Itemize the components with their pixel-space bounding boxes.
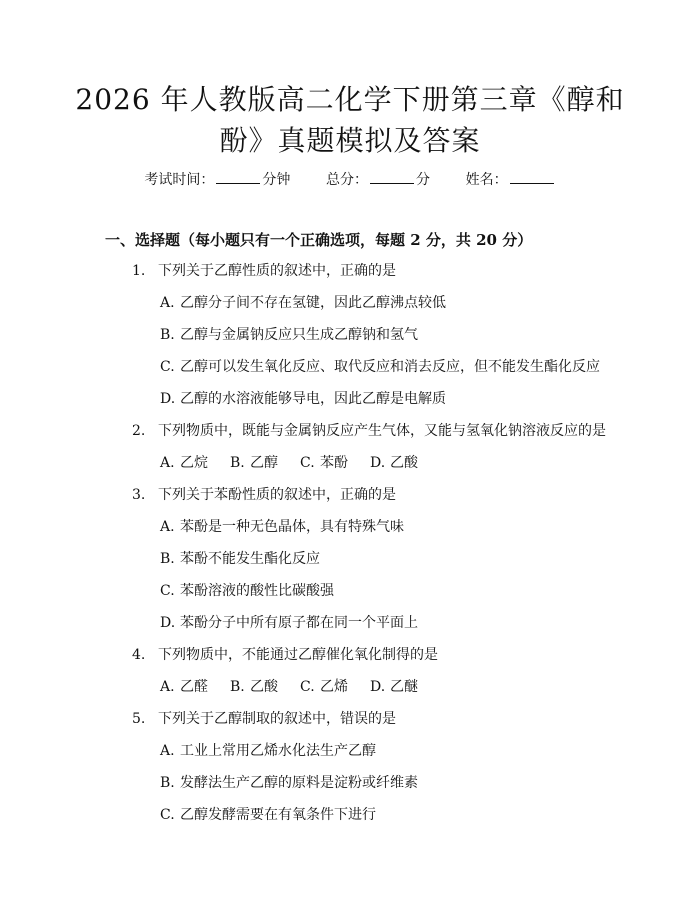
question-4 bbox=[132, 645, 438, 665]
question-2-option-c bbox=[300, 453, 348, 473]
question-5-option-a bbox=[160, 741, 376, 761]
option-label: A. bbox=[160, 455, 175, 471]
exam-info-row bbox=[0, 170, 700, 190]
option-label: D. bbox=[370, 679, 386, 695]
question-number: 2. bbox=[132, 423, 146, 439]
option-label: C. bbox=[300, 679, 315, 695]
question-1 bbox=[132, 261, 396, 281]
option-text: 发酵法生产乙醇的原料是淀粉或纤维素 bbox=[180, 775, 418, 791]
question-number: 3. bbox=[132, 487, 146, 503]
total-score-blank bbox=[370, 171, 414, 184]
question-4-option-d bbox=[370, 677, 418, 697]
question-text: 下列物质中，不能通过乙醇催化氧化制得的是 bbox=[158, 647, 438, 663]
question-2-options bbox=[160, 453, 440, 473]
question-text: 下列物质中，既能与金属钠反应产生气体，又能与氢氧化钠溶液反应的是 bbox=[158, 423, 606, 439]
option-text: 乙酸 bbox=[390, 455, 418, 471]
option-label: B. bbox=[160, 327, 175, 343]
question-3 bbox=[132, 485, 396, 505]
page-title-line-2: 酚》真题模拟及答案 bbox=[219, 124, 481, 157]
question-3-option-a bbox=[160, 517, 404, 537]
exam-time-label: 考试时间： bbox=[144, 172, 215, 188]
option-label: B. bbox=[230, 679, 245, 695]
option-text: 乙醇的水溶液能够导电，因此乙醇是电解质 bbox=[180, 391, 446, 407]
student-name-blank bbox=[510, 171, 554, 184]
question-text: 下列关于苯酚性质的叙述中，正确的是 bbox=[158, 487, 396, 503]
option-label: B. bbox=[160, 775, 175, 791]
question-1-option-b bbox=[160, 325, 418, 345]
option-text: 乙醛 bbox=[180, 679, 208, 695]
question-1-option-d bbox=[160, 389, 446, 409]
option-label: B. bbox=[230, 455, 245, 471]
question-5-option-b bbox=[160, 773, 418, 793]
question-2-option-d bbox=[370, 453, 418, 473]
option-label: D. bbox=[370, 455, 386, 471]
option-label: D. bbox=[160, 615, 176, 631]
option-text: 乙醇 bbox=[250, 455, 278, 471]
question-3-option-c bbox=[160, 581, 334, 601]
question-5 bbox=[132, 709, 396, 729]
option-label: C. bbox=[160, 359, 175, 375]
option-text: 苯酚不能发生酯化反应 bbox=[180, 551, 320, 567]
question-1-option-a bbox=[160, 293, 446, 313]
option-text: 乙醇发酵需要在有氧条件下进行 bbox=[180, 807, 376, 823]
option-label: B. bbox=[160, 551, 175, 567]
option-text: 乙醚 bbox=[390, 679, 418, 695]
exam-time-blank bbox=[216, 171, 260, 184]
exam-time-unit: 分钟 bbox=[262, 172, 291, 188]
total-score-unit: 分 bbox=[416, 172, 430, 188]
option-text: 乙醇与金属钠反应只生成乙醇钠和氢气 bbox=[180, 327, 418, 343]
option-text: 苯酚溶液的酸性比碳酸强 bbox=[180, 583, 334, 599]
option-label: C. bbox=[160, 807, 175, 823]
option-text: 苯酚 bbox=[320, 455, 348, 471]
question-1-option-c bbox=[160, 357, 600, 377]
option-text: 乙烯 bbox=[320, 679, 348, 695]
option-text: 苯酚分子中所有原子都在同一个平面上 bbox=[180, 615, 418, 631]
question-number: 4. bbox=[132, 647, 146, 663]
question-number: 5. bbox=[132, 711, 146, 727]
page-title-line-1: 2026 年人教版高二化学下册第三章《醇和 bbox=[75, 83, 625, 116]
student-name-label: 姓名： bbox=[465, 172, 508, 188]
question-4-option-b bbox=[230, 677, 278, 697]
total-score-label: 总分： bbox=[326, 172, 368, 188]
option-text: 乙酸 bbox=[250, 679, 278, 695]
question-text: 下列关于乙醇性质的叙述中，正确的是 bbox=[158, 263, 396, 279]
question-4-option-a bbox=[160, 677, 208, 697]
question-3-option-d bbox=[160, 613, 418, 633]
question-5-option-c bbox=[160, 805, 376, 825]
option-label: A. bbox=[160, 679, 175, 695]
question-number: 1. bbox=[132, 263, 146, 279]
option-label: A. bbox=[160, 295, 175, 311]
option-label: C. bbox=[300, 455, 315, 471]
section-title: 一、选择题（每小题只有一个正确选项，每题 2 分，共 20 分） bbox=[105, 231, 533, 249]
option-text: 乙醇分子间不存在氢键，因此乙醇沸点较低 bbox=[180, 295, 446, 311]
question-4-option-c bbox=[300, 677, 348, 697]
question-3-option-b bbox=[160, 549, 320, 569]
option-text: 乙醇可以发生氧化反应、取代反应和消去反应，但不能发生酯化反应 bbox=[180, 359, 600, 375]
question-2 bbox=[132, 421, 606, 441]
option-text: 乙烷 bbox=[180, 455, 208, 471]
option-label: C. bbox=[160, 583, 175, 599]
question-4-options bbox=[160, 677, 440, 697]
option-text: 工业上常用乙烯水化法生产乙醇 bbox=[180, 743, 376, 759]
question-2-option-b bbox=[230, 453, 278, 473]
question-2-option-a bbox=[160, 453, 208, 473]
question-text: 下列关于乙醇制取的叙述中，错误的是 bbox=[158, 711, 396, 727]
option-label: A. bbox=[160, 519, 175, 535]
option-label: A. bbox=[160, 743, 175, 759]
option-label: D. bbox=[160, 391, 176, 407]
option-text: 苯酚是一种无色晶体，具有特殊气味 bbox=[180, 519, 404, 535]
